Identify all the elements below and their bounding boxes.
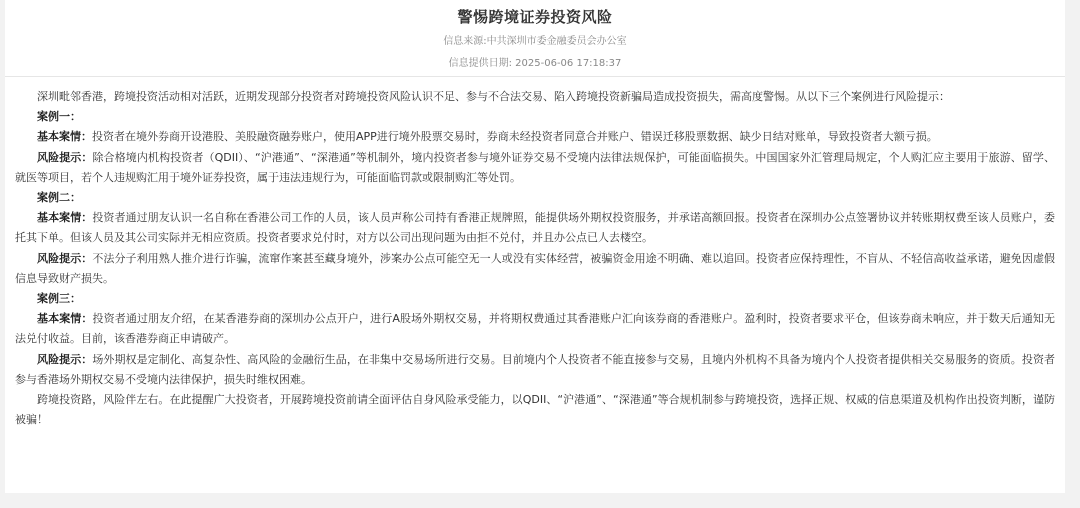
case1-basic-text: 投资者在境外券商开设港股、美股融资融券账户，使用APP进行境外股票交易时，券商未经投资者同意合并账户、错误迁移股票数据、缺少日结对账单，导致投资者大额亏损。 xyxy=(92,130,938,144)
case1-risk-text: 除合格境内机构投资者（QDII）、“沪港通”、“深港通”等机制外，境内投资者参与境外证券交易不受境内法律法规保护，可能面临损失。中国国家外汇管理局规定，个人购汇应主要用于旅游、留学、就医等项目，若个人违规购汇用于境外证券投资，属于违法违规行为，可能面临罚款或限制购汇等处罚。 xyxy=(15,150,1056,184)
article-header xyxy=(5,0,1065,77)
case3-basic-text: 投资者通过朋友介绍，在某香港券商的深圳办公点开户，进行A股场外期权交易，并将期权费通过其香港账户汇向该券商的香港账户。盈利时，投资者要求平仓，但该券商未响应，并于数天后通知无法兑付收益。目前，该香港券商正申请破产。 xyxy=(15,312,1055,346)
case1-basic xyxy=(15,127,1055,147)
case2-risk-label: 风险提示： xyxy=(37,251,93,265)
case3-risk xyxy=(15,350,1055,390)
case1-basic-label: 基本案情： xyxy=(37,130,92,144)
case2-basic-text: 投资者通过朋友认识一名自称在香港公司工作的人员，该人员声称公司持有香港正规牌照，能提供场外期权投资服务，并承诺高额回报。投资者在深圳办公点签署协议并转账期权费至该人员账户，委托其下单。但该人员及其公司实际并无相应资质。投资者要求兑付时，对方以公司出现问题为由拒不兑付，并且办公点已人去楼空。 xyxy=(15,211,1056,245)
case1-risk-label: 风险提示： xyxy=(37,150,93,164)
case3-risk-label: 风险提示： xyxy=(37,352,93,366)
case2-basic xyxy=(15,208,1055,248)
article-title: 警惕跨境证券投资风险 xyxy=(457,8,613,26)
case3-basic xyxy=(15,309,1055,349)
case3-basic-label: 基本案情： xyxy=(37,312,93,326)
case3-risk-text: 场外期权是定制化、高复杂性、高风险的金融衍生品，在非集中交易场所进行交易。目前境内个人投资者不能直接参与交易，且境内外机构不具备为境内个人投资者提供相关交易服务的资质。投资者参与香港场外期权交易不受境内法律保护，损失时维权困难。 xyxy=(15,352,1056,386)
article-body xyxy=(5,77,1065,430)
intro-paragraph: 深圳毗邻香港，跨境投资活动相对活跃，近期发现部分投资者对跨境投资风险认识不足、参与不合法交易、陷入跨境投资新骗局造成投资损失，需高度警惕。从以下三个案例进行风险提示： xyxy=(37,90,950,103)
case2-heading: 案例二： xyxy=(37,191,81,205)
case2-risk-text: 不法分子利用熟人推介进行诈骗，流窜作案甚至藏身境外，涉案办公点可能空无一人或没有实体经营，被骗资金用途不明确、难以追回。投资者应保持理性，不盲从、不轻信高收益承诺，避免因虚假信息导致财产损失。 xyxy=(15,251,1056,285)
article-date: 信息提供日期: 2025-06-06 17:18:37 xyxy=(448,58,622,69)
article-page xyxy=(5,0,1065,493)
article-source: 信息来源:中共深圳市委金融委员会办公室 xyxy=(443,36,627,47)
case2-risk xyxy=(15,249,1055,289)
case1-risk xyxy=(15,148,1055,188)
conclusion-paragraph: 跨境投资路，风险伴左右。在此提醒广大投资者，开展跨境投资前请全面评估自身风险承受能力，以QDII、“沪港通”、“深港通”等合规机制参与跨境投资，选择正规、权威的信息渠道及机构作出投资判断，谨防被骗！ xyxy=(15,393,1055,427)
case2-basic-label: 基本案情： xyxy=(37,211,93,225)
case3-heading: 案例三： xyxy=(37,292,81,306)
case1-heading: 案例一： xyxy=(37,110,81,124)
